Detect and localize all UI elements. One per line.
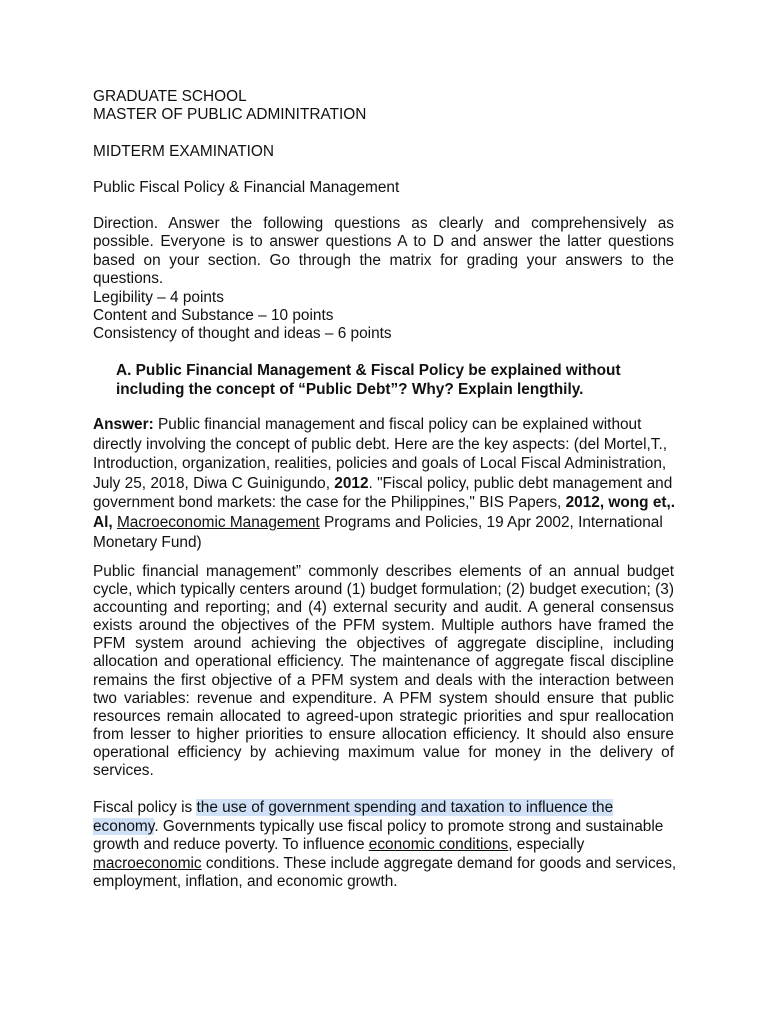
question-a	[116, 361, 676, 399]
answer-block	[93, 415, 683, 552]
citation-year: 2012	[334, 474, 369, 492]
answer-paragraph	[93, 415, 683, 552]
criteria-item: Content and Substance – 10 points	[93, 307, 334, 325]
citation-end: Programs and Policies, 19 Apr 2002, International Monetary Fund)	[93, 513, 663, 551]
fiscal-end: conditions. These include aggregate demand for goods and services, employment, inflation, and economic growth.	[93, 854, 677, 891]
macroeconomic-management-link[interactable]: Macroeconomic Management	[116, 513, 320, 531]
fiscal-paragraph	[93, 799, 683, 892]
course-title: Public Fiscal Policy & Financial Management	[93, 179, 400, 196]
direction-block	[93, 215, 674, 344]
macroeconomic-link[interactable]: macroeconomic	[93, 854, 202, 872]
fiscal-mid2: , especially	[508, 836, 585, 854]
school-heading: GRADUATE SCHOOL	[93, 88, 247, 105]
pfm-paragraph	[93, 563, 674, 780]
citation-text: . "Fiscal policy, public debt management and government bond markets: the case for the Philippines," BIS Papers,	[93, 474, 673, 512]
exam-heading: MIDTERM EXAMINATION	[93, 143, 274, 160]
fiscal-mid: . Governments typically use fiscal policy to promote strong and sustainable growth and reduce poverty. To influence	[93, 817, 664, 854]
answer-intro: Public financial management and fiscal policy can be explained without directly involving the concept of public debt. Here are the key aspects: (del Mortel,T., Introduction, organization, realities, policies and goals of Local Fiscal Administration, July 25, 2018, Diwa C Guinigundo,	[93, 416, 668, 492]
fiscal-lead: Fiscal policy is	[93, 799, 197, 816]
pfm-text: Public financial management” commonly describes elements of an annual budget cycle, which typically centers around (1) budget formulation; (2) budget execution; (3) accounting and reporting; and (4) external security and audit. A general consensus exists around the objectives of the PFM system. Multiple authors have framed the PFM system around achieving the objectives of aggregate discipline, including allocation and operational efficiency. The maintenance of aggregate fiscal discipline remains the first objective of a PFM system and deals with the interaction between two variables: revenue and expenditure. A PFM system should ensure that public resources remain allocated to agreed-upon strategic priorities and spur reallocation from lesser to higher priorities to ensure allocation efficiency. It should also ensure operational efficiency by achieving maximum value for money in the delivery of services.	[93, 563, 674, 780]
fiscal-text	[93, 799, 683, 892]
program-heading: MASTER OF PUBLIC ADMINITRATION	[93, 106, 367, 123]
economic-conditions-link[interactable]: economic conditions	[368, 836, 509, 854]
citation-authors: 2012, wong et,. Al,	[93, 494, 676, 531]
question-text: A. Public Financial Management & Fiscal Policy be explained without including the concept of “Public Debt”? Why? Explain lengthily.	[116, 362, 621, 398]
direction-text: Direction. Answer the following questions as clearly and comprehensively as possible. Everyone is to answer questions A to D and answer the latter questions based on your section. Go through the matrix for grading your answers to the questions.	[93, 215, 674, 288]
criteria-item: Legibility – 4 points	[93, 288, 224, 306]
criteria-item: Consistency of thought and ideas – 6 points	[93, 325, 392, 343]
answer-label: Answer:	[93, 416, 154, 433]
highlighted-definition: the use of government spending and taxation to influence the economy	[93, 799, 614, 835]
